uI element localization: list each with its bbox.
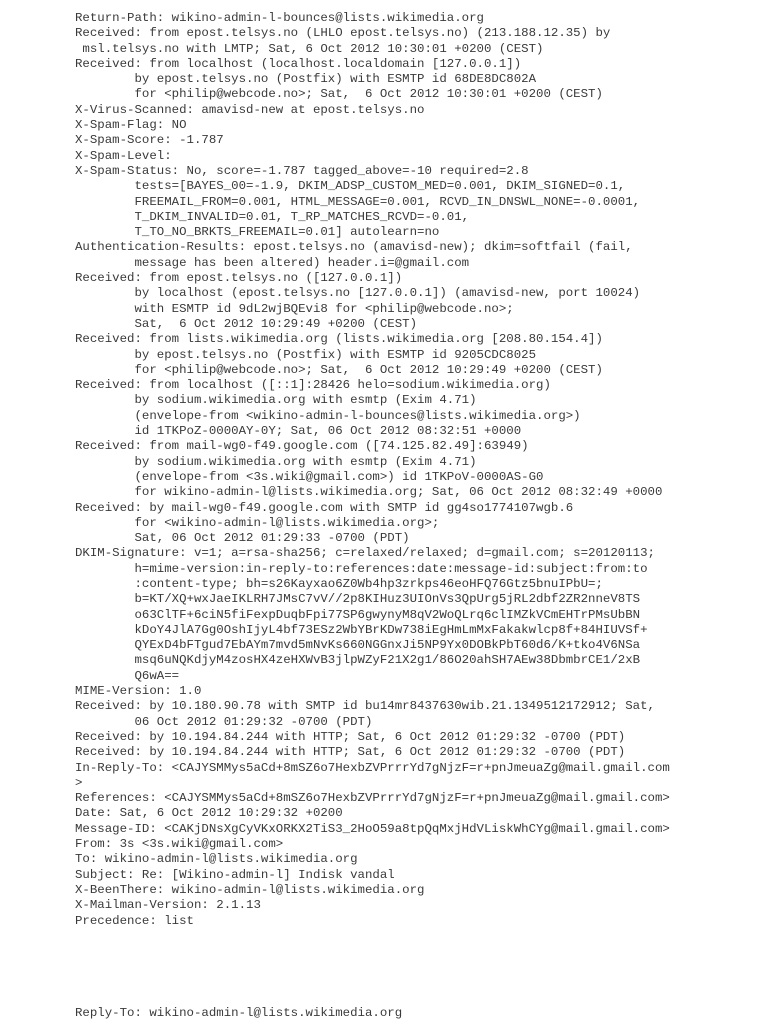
header-line: 06 Oct 2012 01:29:32 -0700 (PDT) — [75, 714, 373, 729]
header-line: message has been altered) header.i=@gmail.com — [75, 255, 470, 270]
header-line: Received: by 10.180.90.78 with SMTP id bu14mr8437630wib.21.1349512172912; Sat, — [75, 699, 655, 714]
header-line: o63ClTF+6ciN5fiFexpDuqbFpi77SP6gwynyM8qV2WoQLrq6clIMZkVCmEHTrPMsUbBN — [75, 607, 641, 622]
header-line: X-Spam-Status: No, score=-1.787 tagged_above=-10 required=2.8 — [75, 163, 529, 178]
header-line: Return-Path: wikino-admin-l-bounces@lists.wikimedia.org — [75, 11, 484, 25]
header-line: tests=[BAYES_00=-1.9, DKIM_ADSP_CUSTOM_MED=0.001, DKIM_SIGNED=0.1, — [75, 179, 626, 194]
header-line: To: wikino-admin-l@lists.wikimedia.org — [75, 852, 358, 867]
header-line: Authentication-Results: epost.telsys.no (amavisd-new); dkim=softfail (fail, — [75, 240, 633, 255]
header-line: Received: by 10.194.84.244 with HTTP; Sat, 6 Oct 2012 01:29:32 -0700 (PDT) — [75, 745, 626, 760]
header-line: X-BeenThere: wikino-admin-l@lists.wikimedia.org — [75, 882, 425, 897]
header-line: T_DKIM_INVALID=0.01, T_RP_MATCHES_RCVD=-0.01, — [75, 209, 470, 224]
header-line: with ESMTP id 9dL2wjBQEvi8 for <philip@webcode.no>; — [75, 301, 514, 316]
header-line: kDoY4JlA7Gg0OshIjyL4bf73ESz2WbYBrKDw738iEgHmLmMxFakakwlcp8f+84HIUVSf+ — [75, 622, 648, 637]
header-line: Received: from localhost (localhost.localdomain [127.0.0.1]) — [75, 56, 522, 71]
header-line: X-Spam-Flag: NO — [75, 118, 187, 133]
header-line: X-Spam-Level: — [75, 148, 172, 163]
header-line: From: 3s <3s.wiki@gmail.com> — [75, 837, 284, 852]
header-line: X-Virus-Scanned: amavisd-new at epost.telsys.no — [75, 102, 425, 117]
header-line: by localhost (epost.telsys.no [127.0.0.1]) (amavisd-new, port 10024) — [75, 286, 641, 301]
header-line: Precedence: list — [75, 913, 194, 928]
header-line: by epost.telsys.no (Postfix) with ESMTP id 9205CDC8025 — [75, 347, 537, 362]
header-line: Received: by mail-wg0-f49.google.com with SMTP id gg4so1774107wgb.6 — [75, 500, 574, 515]
reply-to-line: Reply-To: wikino-admin-l@lists.wikimedia.org — [75, 1006, 403, 1020]
header-line: (envelope-from <3s.wiki@gmail.com>) id 1TKPoV-0000AS-G0 — [75, 469, 544, 484]
header-line: :content-type; bh=s26Kayxao6Z0Wb4hp3zrkps46eoHFQ76Gtz5bnuIPbU=; — [75, 576, 603, 591]
header-line: Subject: Re: [Wikino-admin-l] Indisk vandal — [75, 867, 395, 882]
header-line: Received: from epost.telsys.no (LHLO epost.telsys.no) (213.188.12.35) by — [75, 26, 611, 41]
header-line: Date: Sat, 6 Oct 2012 10:29:32 +0200 — [75, 806, 343, 821]
header-line: In-Reply-To: <CAJYSMMys5aCd+8mSZ6o7HexbZVPrrrYd7gNjzF=r+pnJmeuaZg@mail.gmail.com — [75, 760, 670, 775]
header-line: msl.telsys.no with LMTP; Sat, 6 Oct 2012 10:30:01 +0200 (CEST) — [75, 41, 544, 56]
header-line: > — [75, 775, 83, 790]
header-line: by sodium.wikimedia.org with esmtp (Exim 4.71) — [75, 454, 477, 469]
header-line: id 1TKPoZ-0000AY-0Y; Sat, 06 Oct 2012 08:32:51 +0000 — [75, 424, 522, 439]
header-line: by epost.telsys.no (Postfix) with ESMTP id 68DE8DC802A — [75, 72, 537, 87]
header-line: FREEMAIL_FROM=0.001, HTML_MESSAGE=0.001, RCVD_IN_DNSWL_NONE=-0.0001, — [75, 194, 641, 209]
header-line: h=mime-version:in-reply-to:references:date:message-id:subject:from:to — [75, 561, 648, 576]
header-line: by sodium.wikimedia.org with esmtp (Exim 4.71) — [75, 393, 477, 408]
header-line: DKIM-Signature: v=1; a=rsa-sha256; c=relaxed/relaxed; d=gmail.com; s=20120113; — [75, 546, 655, 561]
header-line: MIME-Version: 1.0 — [75, 684, 202, 699]
header-line: Received: from localhost ([::1]:28426 helo=sodium.wikimedia.org) — [75, 378, 551, 393]
header-line: Message-ID: <CAKjDNsXgCyVKxORKX2TiS3_2HoO59a8tpQqMxjHdVLiskWhCYg@mail.gmail.com> — [75, 821, 670, 836]
header-line: for <philip@webcode.no>; Sat, 6 Oct 2012 10:30:01 +0200 (CEST) — [75, 87, 603, 102]
header-line: Received: from lists.wikimedia.org (lists.wikimedia.org [208.80.154.4]) — [75, 332, 603, 347]
header-line: X-Spam-Score: -1.787 — [75, 133, 224, 148]
header-line: Received: by 10.194.84.244 with HTTP; Sat, 6 Oct 2012 01:29:32 -0700 (PDT) — [75, 729, 626, 744]
header-line: (envelope-from <wikino-admin-l-bounces@lists.wikimedia.org>) — [75, 408, 581, 423]
header-line: Sat, 6 Oct 2012 10:29:49 +0200 (CEST) — [75, 316, 418, 331]
header-line: Received: from epost.telsys.no ([127.0.0.1]) — [75, 271, 403, 286]
header-line: Sat, 06 Oct 2012 01:29:33 -0700 (PDT) — [75, 531, 410, 546]
header-line: Received: from mail-wg0-f49.google.com ([74.125.82.49]:63949) — [75, 439, 529, 454]
header-line: for <philip@webcode.no>; Sat, 6 Oct 2012 10:29:49 +0200 (CEST) — [75, 362, 603, 377]
header-line: References: <CAJYSMMys5aCd+8mSZ6o7HexbZVPrrrYd7gNjzF=r+pnJmeuaZg@mail.gmail.com> — [75, 791, 670, 806]
email-header-block — [75, 11, 755, 929]
header-line: msq6uNQKdjyM4zosHX4zeHXWvB3jlpWZyF21X2g1/86O20ahSH7AEw38DbmbrCE1/2xB — [75, 653, 641, 668]
header-line: QYExD4bFTgud7EbAYm7mvd5mNvKs660NGGnxJi5NP9Yx0DOBkPbT60d6/K+tko4V6NSa — [75, 638, 641, 653]
header-line: T_TO_NO_BRKTS_FREEMAIL=0.01] autolearn=no — [75, 225, 440, 240]
header-line: for <wikino-admin-l@lists.wikimedia.org>; — [75, 515, 440, 530]
header-line: b=KT/XQ+wxJaeIKLRH7JMsC7vV//2p8KIHuz3UIOnVs3QpUrg5jRL2dbf2ZR2nneV8TS — [75, 592, 641, 607]
header-line: Q6wA== — [75, 668, 180, 683]
header-line: X-Mailman-Version: 2.1.13 — [75, 898, 261, 913]
header-line: for wikino-admin-l@lists.wikimedia.org; Sat, 06 Oct 2012 08:32:49 +0000 — [75, 485, 663, 500]
